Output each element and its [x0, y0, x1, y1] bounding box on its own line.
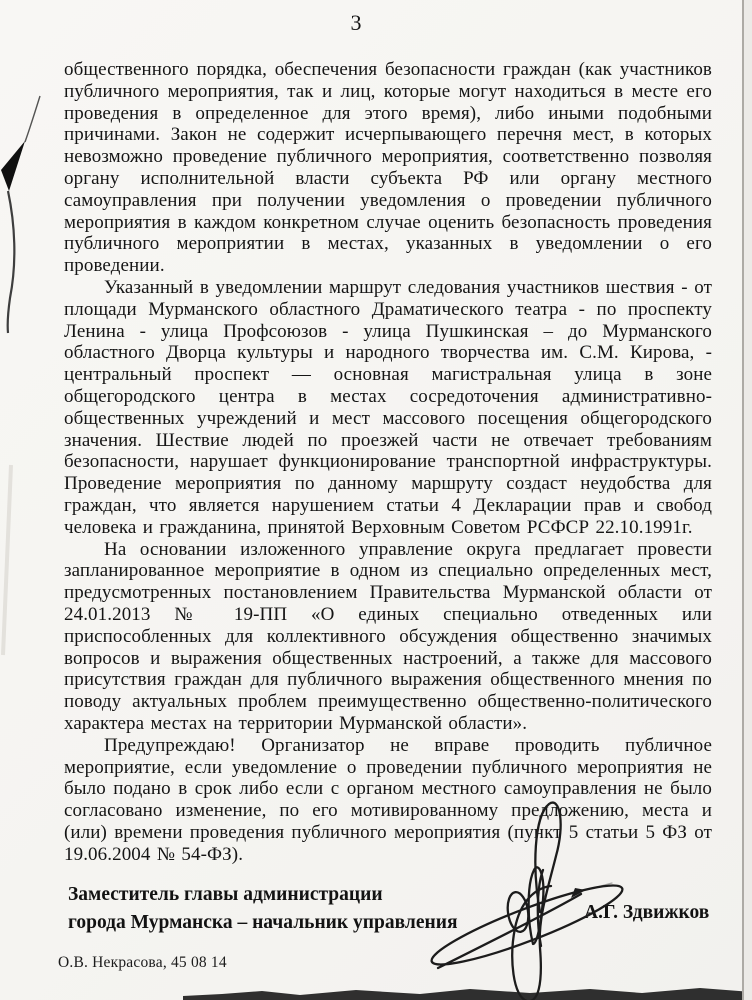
paragraph-warning: Предупреждаю! Организатор не вправе проводить публичное мероприятие, если уведомление о проведении публичного мероприятия не было подано в срок либо если с органом местного самоуправления не было согласовано изменение, по его мотивированному предложению, места и (или) времени проведения публичного мероприятия (пункт 5 статьи 5 ФЗ от 19.06.2004 № 54-ФЗ).	[64, 734, 712, 865]
signature-title-line1: Заместитель главы администрации	[68, 884, 383, 905]
executor-note: О.В. Некрасова, 45 08 14	[58, 954, 227, 971]
paragraph-continuation: общественного порядка, обеспечения безопасности граждан (как участников публичного мероприятия, так и лиц, которые могут находиться в месте его проведения в определенное для этого время), либо иными подобными причинами. Закон не содержит исчерпывающего перечня мест, в которых невозможно проведение публичного мероприятия, соответственно позволяя органу исполнительной власти субъекта РФ или органу местного самоуправления при получении уведомления о проведении публичного мероприятия в каждом конкретном случае оценить безопасность проведения публичного мероприятии в местах, указанных в уведомлении о его проведении.	[64, 59, 712, 277]
paragraph-route: Указанный в уведомлении маршрут следования участников шествия - от площади Мурманского областного Драматического театра - по проспекту Ленина - улица Профсоюзов - улица Пушкинская – до Мурманского областного Дворца культуры и народного творчества им. С.М. Кирова, - центральный проспект — основная магистральная улица в зоне общегородского центра в местах сосредоточения административно-общественных учреждений и мест массового посещения общегородского значения. Шествие людей по проезжей части не отвечает требованиям безопасности, нарушает функционирование транспортной инфраструктуры. Проведение мероприятия по данному маршруту создаст неудобства для граждан, что является нарушением статьи 4 Декларации прав и свобод человека и гражданина, принятой Верховным Советом РСФСР 22.10.1991г.	[64, 276, 712, 538]
signatory-name: А.Г. Здвижков	[584, 902, 710, 923]
scan-artifact-topleft	[1, 96, 40, 655]
scan-edge-bottom	[183, 988, 752, 1000]
scan-edge-right	[742, 0, 752, 1000]
paragraph-proposal: На основании изложенного управление округа предлагает провести запланированное мероприятие в одном из специально определенных мест, предусмотренных постановлением Правительства Мурманской области от 24.01.2013 № 19-ПП «О единых специально отведенных или приспособленных для коллективного обсуждения общественно значимых вопросов и выражения общественных настроений, а также для массового присутствия граждан для публичного выражения общественного мнения по поводу актуальных проблем преимущественно общественно-политического характера местах на территории Мурманской области».	[64, 538, 712, 734]
signature-title-line2: города Мурманска – начальник управления	[68, 912, 458, 933]
signature-title	[68, 881, 488, 937]
document-body	[64, 59, 712, 865]
page-number: 3	[350, 10, 362, 35]
